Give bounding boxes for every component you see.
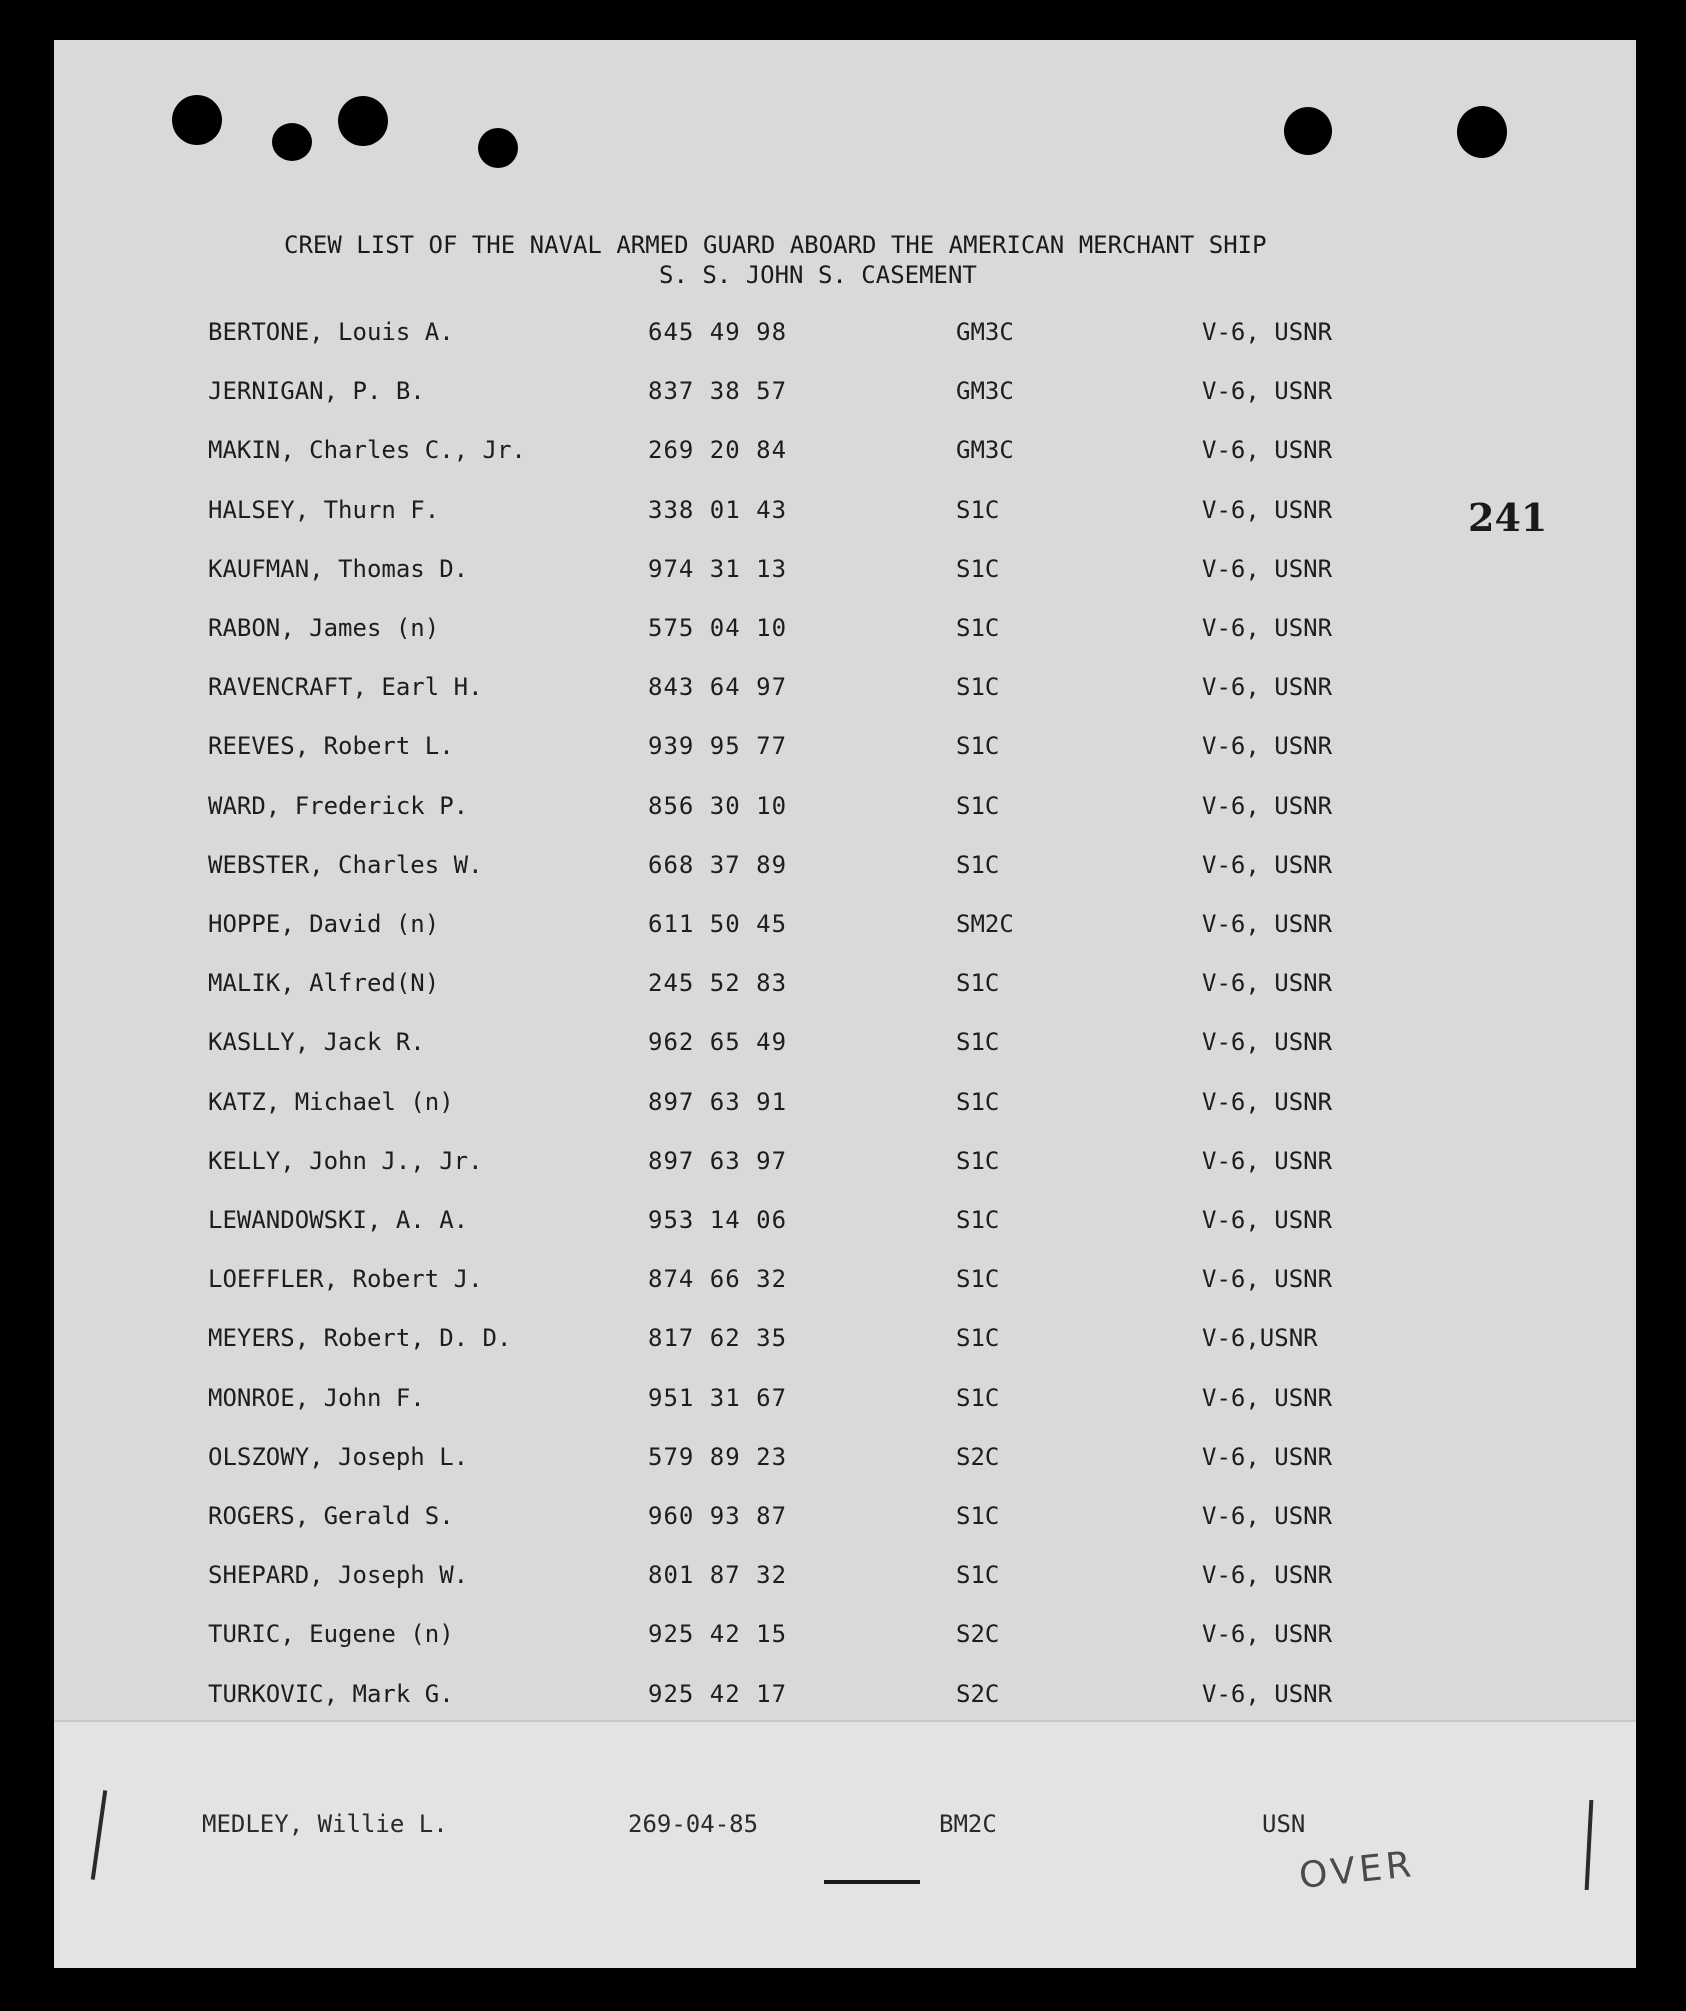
punch-hole	[272, 123, 312, 161]
punch-hole	[338, 96, 388, 146]
crew-serial: 939 95 77	[648, 732, 788, 760]
crew-row	[54, 667, 1636, 707]
crew-serial: 817 62 35	[648, 1324, 788, 1352]
crew-serial: 801 87 32	[648, 1561, 788, 1589]
crew-rate: S1C	[956, 732, 1000, 760]
crew-name: MALIK, Alfred(N)	[208, 969, 440, 997]
crew-serial: 245 52 83	[648, 969, 788, 997]
punch-hole	[478, 128, 518, 168]
crew-serial: 269 20 84	[648, 436, 788, 464]
crew-serial: 897 63 91	[648, 1088, 788, 1116]
crew-branch: V-6, USNR	[1202, 1088, 1333, 1116]
crew-name: TURKOVIC, Mark G.	[208, 1680, 454, 1708]
crew-name: KELLY, John J., Jr.	[208, 1147, 483, 1175]
crew-serial: 843 64 97	[648, 673, 788, 701]
pencil-mark	[1585, 1800, 1594, 1890]
crew-branch: V-6, USNR	[1202, 1620, 1333, 1648]
crew-row	[54, 1141, 1636, 1181]
crew-name: WEBSTER, Charles W.	[208, 851, 483, 879]
crew-row	[54, 726, 1636, 766]
crew-rate: GM3C	[956, 436, 1014, 464]
crew-branch: V-6, USNR	[1202, 910, 1333, 938]
crew-rate: S1C	[956, 1384, 1000, 1412]
crew-row	[54, 608, 1636, 648]
crew-name: JERNIGAN, P. B.	[208, 377, 425, 405]
crew-rate: S2C	[956, 1680, 1000, 1708]
crew-row	[54, 1555, 1636, 1595]
crew-serial: 951 31 67	[648, 1384, 788, 1412]
appended-slip	[54, 1720, 1636, 1968]
crew-branch: V-6, USNR	[1202, 732, 1333, 760]
crew-row	[54, 312, 1636, 352]
punch-hole	[1284, 107, 1332, 155]
crew-serial: 953 14 06	[648, 1206, 788, 1234]
underline-rule	[824, 1880, 920, 1884]
crew-name: TURIC, Eugene (n)	[208, 1620, 454, 1648]
crew-name: KAUFMAN, Thomas D.	[208, 555, 469, 583]
crew-row	[54, 1318, 1636, 1358]
crew-row	[54, 1022, 1636, 1062]
crew-serial: 668 37 89	[648, 851, 788, 879]
crew-name: MAKIN, Charles C., Jr.	[208, 436, 526, 464]
crew-name: LOEFFLER, Robert J.	[208, 1265, 483, 1293]
crew-branch: V-6, USNR	[1202, 1384, 1333, 1412]
crew-branch: V-6, USNR	[1202, 377, 1333, 405]
crew-row	[54, 904, 1636, 944]
crew-name: MEYERS, Robert, D. D.	[208, 1324, 512, 1352]
crew-rate: SM2C	[956, 910, 1014, 938]
crew-name: KATZ, Michael (n)	[208, 1088, 454, 1116]
document-page	[54, 40, 1636, 1968]
crew-rate: S1C	[956, 1028, 1000, 1056]
crew-branch: V-6, USNR	[1202, 1502, 1333, 1530]
crew-serial: 974 31 13	[648, 555, 788, 583]
crew-name: RAVENCRAFT, Earl H.	[208, 673, 483, 701]
crew-branch: V-6, USNR	[1202, 1265, 1333, 1293]
crew-name: ROGERS, Gerald S.	[208, 1502, 454, 1530]
crew-rate: S1C	[956, 614, 1000, 642]
crew-row	[54, 1378, 1636, 1418]
crew-rate: GM3C	[956, 377, 1014, 405]
crew-serial: 579 89 23	[648, 1443, 788, 1471]
crew-serial: 874 66 32	[648, 1265, 788, 1293]
crew-branch: V-6, USNR	[1202, 1680, 1333, 1708]
crew-rate: S1C	[956, 1324, 1000, 1352]
crew-rate: S1C	[956, 1265, 1000, 1293]
crew-row	[54, 549, 1636, 589]
crew-row	[54, 1259, 1636, 1299]
crew-serial: 837 38 57	[648, 377, 788, 405]
crew-row	[54, 1674, 1636, 1714]
crew-branch: V-6, USNR	[1202, 1561, 1333, 1589]
crew-branch: V-6, USNR	[1202, 436, 1333, 464]
crew-rate: S1C	[956, 1561, 1000, 1589]
crew-serial: 925 42 15	[648, 1620, 788, 1648]
crew-serial: 575 04 10	[648, 614, 788, 642]
ship-name: S. S. JOHN S. CASEMENT	[659, 261, 977, 289]
crew-row	[54, 786, 1636, 826]
crew-rate: GM3C	[956, 318, 1014, 346]
crew-branch: V-6, USNR	[1202, 555, 1333, 583]
crew-row	[54, 1614, 1636, 1654]
crew-name: SHEPARD, Joseph W.	[208, 1561, 469, 1589]
crew-branch: V-6, USNR	[1202, 792, 1333, 820]
crew-rate: S1C	[956, 969, 1000, 997]
crew-row	[54, 845, 1636, 885]
crew-branch: V-6, USNR	[1202, 614, 1333, 642]
crew-row	[54, 1437, 1636, 1477]
crew-branch: V-6, USNR	[1202, 673, 1333, 701]
crew-serial: 611 50 45	[648, 910, 788, 938]
crew-rate: S1C	[956, 1088, 1000, 1116]
crew-branch: USN	[1262, 1810, 1306, 1838]
page-number: 241	[1468, 495, 1548, 540]
crew-name: RABON, James (n)	[208, 614, 440, 642]
punch-hole	[1457, 106, 1507, 158]
crew-name: LEWANDOWSKI, A. A.	[208, 1206, 469, 1234]
crew-row	[54, 430, 1636, 470]
crew-name: REEVES, Robert L.	[208, 732, 454, 760]
crew-branch: V-6, USNR	[1202, 1147, 1333, 1175]
crew-branch: V-6,USNR	[1202, 1324, 1318, 1352]
crew-rate: S1C	[956, 673, 1000, 701]
crew-rate: S2C	[956, 1620, 1000, 1648]
handwritten-note: OVER	[1297, 1844, 1417, 1897]
crew-rate: S1C	[956, 851, 1000, 879]
crew-rate: BM2C	[939, 1810, 997, 1838]
crew-serial: 897 63 97	[648, 1147, 788, 1175]
crew-name: MEDLEY, Willie L.	[202, 1810, 448, 1838]
pencil-mark	[91, 1790, 107, 1880]
crew-row	[54, 963, 1636, 1003]
crew-branch: V-6, USNR	[1202, 496, 1333, 524]
crew-row	[54, 1496, 1636, 1536]
crew-rate: S1C	[956, 496, 1000, 524]
document-title: CREW LIST OF THE NAVAL ARMED GUARD ABOARD THE AMERICAN MERCHANT SHIP	[284, 231, 1267, 259]
crew-serial: 645 49 98	[648, 318, 788, 346]
crew-serial: 338 01 43	[648, 496, 788, 524]
crew-rate: S1C	[956, 1147, 1000, 1175]
crew-branch: V-6, USNR	[1202, 851, 1333, 879]
crew-row	[54, 371, 1636, 411]
crew-branch: V-6, USNR	[1202, 969, 1333, 997]
crew-serial: 962 65 49	[648, 1028, 788, 1056]
crew-rate: S1C	[956, 1206, 1000, 1234]
crew-branch: V-6, USNR	[1202, 318, 1333, 346]
crew-rate: S1C	[956, 1502, 1000, 1530]
crew-name: HOPPE, David (n)	[208, 910, 440, 938]
crew-row	[54, 1200, 1636, 1240]
crew-rate: S1C	[956, 555, 1000, 583]
crew-name: OLSZOWY, Joseph L.	[208, 1443, 469, 1471]
crew-name: HALSEY, Thurn F.	[208, 496, 440, 524]
crew-name: KASLLY, Jack R.	[208, 1028, 425, 1056]
crew-branch: V-6, USNR	[1202, 1028, 1333, 1056]
crew-branch: V-6, USNR	[1202, 1206, 1333, 1234]
crew-rate: S2C	[956, 1443, 1000, 1471]
crew-row	[54, 490, 1636, 530]
crew-serial: 925 42 17	[648, 1680, 788, 1708]
punch-hole	[172, 95, 222, 145]
crew-serial: 856 30 10	[648, 792, 788, 820]
crew-name: MONROE, John F.	[208, 1384, 425, 1412]
crew-name: BERTONE, Louis A.	[208, 318, 454, 346]
crew-serial: 960 93 87	[648, 1502, 788, 1530]
crew-rate: S1C	[956, 792, 1000, 820]
crew-row	[54, 1082, 1636, 1122]
crew-name: WARD, Frederick P.	[208, 792, 469, 820]
crew-serial: 269-04-85	[628, 1810, 759, 1838]
crew-branch: V-6, USNR	[1202, 1443, 1333, 1471]
